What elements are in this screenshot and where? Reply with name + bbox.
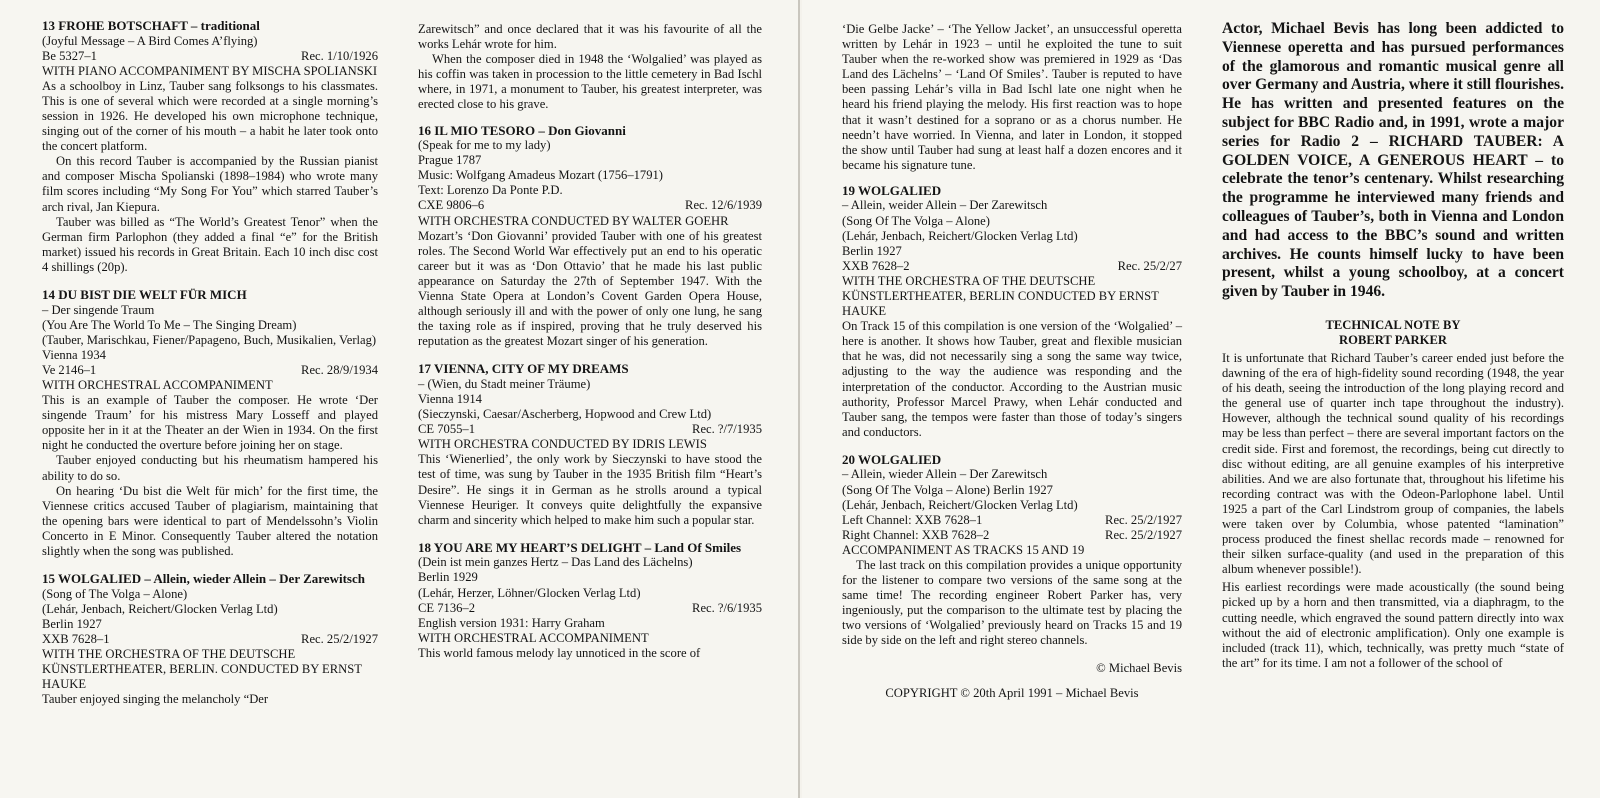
record-date: Rec. 28/9/1934 — [301, 362, 378, 377]
record-date: Rec. 25/2/1927 — [1105, 512, 1182, 527]
track-15 — [42, 571, 378, 707]
track-line: – (Wien, du Stadt meiner Träume) — [418, 376, 591, 391]
track-title: 16 IL MIO TESORO – Don Giovanni — [418, 122, 626, 138]
record-date: Rec. 1/10/1926 — [301, 48, 378, 63]
technical-note — [1222, 351, 1564, 671]
author-signature: © Michael Bevis — [1096, 660, 1182, 675]
track-20 — [842, 452, 1182, 649]
accompaniment: WITH ORCHESTRAL ACCOMPANIMENT — [42, 377, 273, 392]
catalog-row — [418, 601, 762, 616]
track-line: Berlin 1927 — [842, 243, 902, 258]
channel-row — [842, 528, 1182, 543]
track-title: 19 WOLGALIED — [842, 182, 942, 198]
track-subtitle: (Joyful Message – A Bird Comes A’flying) — [42, 33, 258, 48]
track-title: 13 FROHE BOTSCHAFT – traditional — [42, 18, 260, 33]
record-date: Rec. 25/2/27 — [1117, 258, 1182, 273]
catalog-row — [42, 49, 378, 64]
track-line: (Speak for me to my lady) — [418, 138, 551, 153]
track-line: (Song Of The Volga – Alone) Berlin 1927 — [842, 482, 1053, 497]
catalog-number: CE 7136–2 — [418, 600, 476, 615]
accompaniment: WITH THE ORCHESTRA OF THE DEUTSCHE KÜNSTLERTHEATER, BERLIN CONDUCTED BY ERNST HAUKE — [842, 273, 1159, 319]
paragraph: On this record Tauber is accompanied by the Russian pianist and composer Mischa Spolianski (1898–1984) who wrote many film scores including “My Song For You” which starred Tauber’s arch rival, Jan Kiepura. — [42, 154, 378, 214]
accompaniment: WITH ORCHESTRA CONDUCTED BY IDRIS LEWIS — [418, 437, 707, 452]
track-line: Music: Wolfgang Amadeus Mozart (1756–1791) — [418, 168, 663, 183]
page-4 — [1200, 0, 1600, 798]
track-title: 15 WOLGALIED – Allein, wieder Allein – Der Zarewitsch — [42, 571, 365, 587]
channel-row — [842, 513, 1182, 528]
author-biography: Actor, Michael Bevis has long been addicted to Viennese operetta and has pursued performances of the glamorous and romantic musical genre all over Germany and Austria, where it still flourishes. He has written and presented features on the subject for BBC Radio and, in 1991, wrote a major series for Radio 2 – RICHARD TAUBER: A GOLDEN VOICE, A GENEROUS HEART – to celebrate the tenor’s centenary. Whilst researching the programme he interviewed many friends and colleagues of Tauber’s, both in Vienna and London and had access to the BBC’s sound and written archives. He counts himself lucky to have been present, whilst a young schoolboy, at a concert given by Tauber in 1946. — [1222, 20, 1564, 301]
track-line: Berlin 1929 — [418, 570, 478, 585]
technical-note-author: ROBERT PARKER — [1339, 332, 1447, 347]
page-1 — [0, 0, 400, 798]
paragraph: Zarewitsch” and once declared that it was his favourite of all the works Lehár wrote for him. — [418, 22, 762, 52]
accompaniment: WITH THE ORCHESTRA OF THE DEUTSCHE KÜNSTLERTHEATER, BERLIN. CONDUCTED BY ERNST HAUKE — [42, 646, 362, 692]
catalog-row — [42, 632, 378, 647]
technical-note-heading — [1222, 318, 1564, 348]
copyright-notice: COPYRIGHT © 20th April 1991 – Michael Bevis — [885, 685, 1139, 700]
track-line: Vienna 1914 — [418, 391, 482, 406]
paragraph: This world famous melody lay unnoticed in the score of — [418, 645, 701, 660]
accompaniment: WITH ORCHESTRAL ACCOMPANIMENT — [418, 630, 649, 645]
paragraph: Mozart’s ‘Don Giovanni’ provided Tauber with one of his greatest roles. The Second World War effectively put an end to his operatic career but it was as ‘Don Ottavio’ that he made his last public appearance on Saturday the 27th of September 1947. With the Vienna State Opera at London’s Covent Garden Opera House, although seriously ill and with the power of only one lung, he sang the taxing role as if inspired, proving that he truly deserved his reputation as the greatest Mozart singer of his generation. — [418, 228, 762, 349]
catalog-number: XXB 7628–2 — [842, 258, 910, 273]
paragraph: Tauber was billed as “The World’s Greatest Tenor” when the German firm Parlophon (they added a final “e” for the British market) issued his records in Great Britain. Each 10 inch disc cost 4 shillings (20p). — [42, 214, 378, 274]
paragraph: His earliest recordings were made acoustically (the sound being picked up by a horn and then transmitted, via a diaphragm, to the cutting needle, which engraved the sound pattern directly into wax without the aid of electronic amplification). Only one example is included (track 11), which, technically, was pretty much “state of the art” for its time. I am not a follower of the school of — [1222, 580, 1564, 670]
record-date: Rec. 25/2/1927 — [1105, 527, 1182, 542]
track-line: (Song Of The Volga – Alone) — [842, 213, 990, 228]
track-line: (Dein ist mein ganzes Hertz – Das Land des Lächelns) — [418, 555, 693, 570]
track-line: Vienna 1934 — [42, 347, 106, 362]
technical-note-title: TECHNICAL NOTE BY — [1325, 317, 1461, 332]
record-date: Rec. ?/6/1935 — [692, 600, 762, 615]
track-line: (Lehár, Jenbach, Reichert/Glocken Verlag Ltd) — [842, 497, 1078, 512]
track-13 — [42, 18, 378, 275]
track-18 — [418, 540, 762, 661]
catalog-number: CXE 9806–6 — [418, 198, 485, 213]
record-date: Rec. 12/6/1939 — [685, 198, 762, 213]
track-title: 17 VIENNA, CITY OF MY DREAMS — [418, 361, 629, 377]
track-line: – Allein, wieder Allein – Der Zarewitsch — [842, 467, 1048, 482]
track-line: – Allein, weider Allein – Der Zarewitsch — [842, 198, 1048, 213]
catalog-row — [418, 422, 762, 437]
paragraph: As a schoolboy in Linz, Tauber sang folksongs to his classmates. This is one of several which were recorded at a single morning’s session in 1926. He developed his own microphone technique, singing out of the corner of his mouth – a habit he later took onto the concert platform. — [42, 78, 378, 154]
track-line: (Sieczynski, Caesar/Ascherberg, Hopwood and Crew Ltd) — [418, 407, 712, 422]
paragraph: On hearing ‘Du bist die Welt für mich’ for the first time, the Viennese critics accused Tauber of plagiarism, maintaining that the opening bars were identical to part of Mendelssohn’s Violin Concerto in E Minor. Consequently Tauber altered the notation slightly when the song was published. — [42, 483, 378, 558]
accompaniment: ACCOMPANIMENT AS TRACKS 15 AND 19 — [842, 542, 1085, 557]
track-title: 14 DU BIST DIE WELT FÜR MICH — [42, 287, 247, 302]
page-3 — [802, 0, 1200, 798]
paragraph: It is unfortunate that Richard Tauber’s career ended just before the dawning of the era of high-fidelity sound recording (1948, the year of his death, seeing the introduction of the long playing record and the general use of quarter inch tape throughout the industry). However, although the technical sound quality of his recordings may be less than perfect – there are several important factors on the credit side. First and foremost, the recordings, being cut directly to disc without editing, are all genuine examples of his interpretive abilities. And we are also fortunate that, throughout his lifetime his recording contract was with the Odeon-Parlophone label. Until 1925 a part of the Carl Lindstrom group of companies, the labels were taken over by Columbia, whose patented “lamination” process produced the finest shellac records made – renowned for their silken surface-quality (and used in the preparation of this album whenever possible!). — [1222, 350, 1564, 577]
accompaniment: WITH ORCHESTRA CONDUCTED BY WALTER GOEHR — [418, 213, 729, 228]
track-title: 20 WOLGALIED — [842, 451, 942, 467]
accompaniment: WITH PIANO ACCOMPANIMENT BY MISCHA SPOLIANSKI — [42, 63, 378, 78]
paragraph: This ‘Wienerlied’, the only work by Sieczynski to have stood the test of time, was sung by Tauber in the 1935 British film “Heart’s Desire”. He sings it in German as he strolls around a typical Viennese Heuriger. It conveys quite delightfully the expansive charm and sincerity which helped to make him such a popular star. — [418, 452, 762, 527]
track-17 — [418, 361, 762, 527]
track-line: (Song of The Volga – Alone) — [42, 586, 188, 601]
record-date: Rec. ?/7/1935 — [692, 422, 762, 437]
paragraph: On Track 15 of this compilation is one version of the ‘Wolgalied’ – here is another. It shows how Tauber, great and flexible musician that he was, did not necessarily sing a song the same way twice, adjusting to the way the audience was responding and the interpretation of the conductor. According to the Austrian music authority, Professor Marcel Prawy, when Lehár conducted and Tauber sang, the tempos were faster than those of today’s singers and conductors. — [842, 319, 1182, 439]
paragraph: Tauber enjoyed conducting but his rheumatism hampered his ability to do so. — [42, 453, 378, 483]
paragraph: When the composer died in 1948 the ‘Wolgalied’ was played as his coffin was taken in procession to the little cemetery in Bad Ischl where, in 1971, a monument to Tauber, his greatest interpreter, was erected close to his grave. — [418, 52, 762, 112]
right-channel: Right Channel: XXB 7628–2 — [842, 527, 990, 542]
catalog-row — [418, 198, 762, 213]
track-line: (You Are The World To Me – The Singing Dream) — [42, 317, 297, 332]
track-line: (Lehár, Jenbach, Reichert/Glocken Verlag Ltd) — [842, 228, 1078, 243]
track-line: Text: Lorenzo Da Ponte P.D. — [418, 183, 563, 198]
track-line: Berlin 1927 — [42, 616, 102, 631]
record-date: Rec. 25/2/1927 — [301, 631, 378, 646]
catalog-number: Be 5327–1 — [42, 48, 97, 63]
catalog-number: CE 7055–1 — [418, 422, 476, 437]
track-line: – Der singende Traum — [42, 302, 155, 317]
track-16 — [418, 123, 762, 350]
track-title: 18 YOU ARE MY HEART’S DELIGHT – Land Of Smiles — [418, 539, 742, 555]
track-line: Prague 1787 — [418, 153, 482, 168]
paragraph: ‘Die Gelbe Jacke’ – ‘The Yellow Jacket’, an unsuccessful operetta written by Lehár in 1923 – until he exploited the tune to suit Tauber when the re-worked show was premiered in 1929 as ‘Das Land des Lächelns’ – ‘Land Of Smiles’. Tauber is reputed to have been passing Lehár’s villa in Bad Ischl late one night when he heard his friend playing the melody. His first reaction was to hope that it wasn’t destined for a soprano or as a chorus number. He needn’t have worried. In Vienna, and later in London, it stopped the show until Tauber had sung at least half a dozen encores and it became his signature tune. — [842, 22, 1182, 172]
track-line: English version 1931: Harry Graham — [418, 615, 605, 630]
catalog-row — [842, 259, 1182, 274]
track-line: (Lehár, Jenbach, Reichert/Glocken Verlag Ltd) — [42, 601, 278, 616]
track-19 — [842, 183, 1182, 440]
paragraph: This is an example of Tauber the composer. He wrote ‘Der singende Traum’ for his mistress Mary Losseff and played opposite her in it at the Theater an der Wien in 1934. On the first night he conducted the overture before joining her on stage. — [42, 393, 378, 453]
left-channel: Left Channel: XXB 7628–1 — [842, 512, 983, 527]
track-line: (Tauber, Marischkau, Fiener/Papageno, Buch, Musikalien, Verlag) — [42, 332, 377, 347]
catalog-number: XXB 7628–1 — [42, 631, 110, 646]
paragraph: Tauber enjoyed singing the melancholy “Der — [42, 692, 269, 707]
track-14 — [42, 287, 378, 559]
track-line: (Lehár, Herzer, Löhner/Glocken Verlag Ltd) — [418, 585, 641, 600]
catalog-number: Ve 2146–1 — [42, 362, 97, 377]
page-2 — [400, 0, 800, 798]
catalog-row — [42, 363, 378, 378]
paragraph: The last track on this compilation provides a unique opportunity for the listener to compare two versions of the same song at the same time! The recording engineer Robert Parker has, very ingeniously, put the comparison to the ultimate test by placing the two versions of ‘Wolgalied’ previously heard on Tracks 15 and 19 side by side on the left and right stereo channels. — [842, 558, 1182, 648]
